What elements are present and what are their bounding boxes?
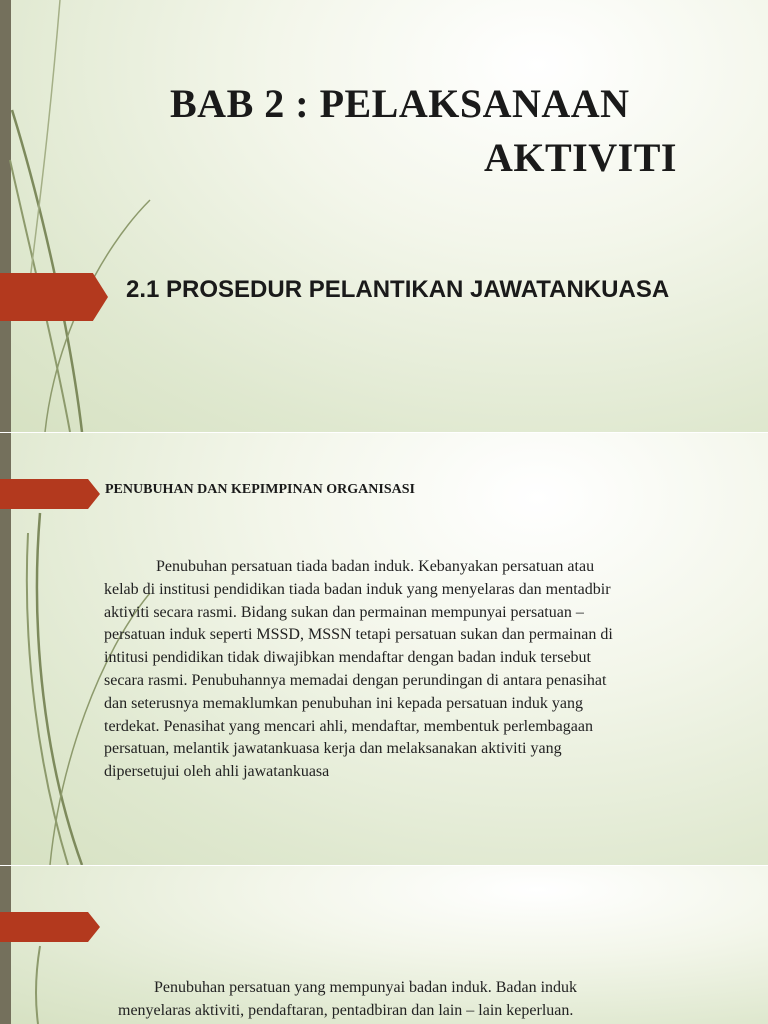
slide-subtitle: 2.1 PROSEDUR PELANTIKAN JAWATANKUASA xyxy=(126,276,670,303)
body-paragraph xyxy=(104,556,744,784)
slide-sidebar-bar xyxy=(0,0,11,432)
paragraph-line: kelab di institusi pendidikan tiada badan induk yang menyelaras dan mentadbir xyxy=(104,580,611,598)
slide-sidebar-bar xyxy=(0,866,11,1024)
paragraph-line: secara rasmi. Penubuhannya memadai dengan perundingan di antara penasihat xyxy=(104,671,607,689)
paragraph-line: intitusi pendidikan tidak diwajibkan mendaftar dengan badan induk tersebut xyxy=(104,649,591,667)
paragraph-line: terdekat. Penasihat yang mencari ahli, mendaftar, membentuk perlembagaan xyxy=(104,717,593,735)
paragraph-line: menyelaras aktiviti, pendaftaran, pentadbiran dan lain – lain keperluan. xyxy=(118,1001,574,1019)
slide-3 xyxy=(0,866,768,1024)
slide-title-line1: BAB 2 : PELAKSANAAN xyxy=(170,81,630,126)
slide-title-line2: AKTIVITI xyxy=(484,135,677,180)
heading-accent-tab xyxy=(0,479,100,509)
slide-2 xyxy=(0,433,768,865)
paragraph-line: persatuan induk seperti MSSD, MSSN tetapi persatuan sukan dan permainan di xyxy=(104,626,613,644)
heading-accent-tab xyxy=(0,912,100,942)
paragraph-line: Penubuhan persatuan yang mempunyai badan induk. Badan induk xyxy=(118,979,578,996)
paragraph-line: aktiviti secara rasmi. Bidang sukan dan permainan mempunyai persatuan – xyxy=(104,603,584,621)
paragraph-line: Penubuhan persatuan tiada badan induk. Kebanyakan persatuan atau xyxy=(104,558,595,575)
title-accent-tab xyxy=(0,273,108,321)
section-heading: PENUBUHAN DAN KEPIMPINAN ORGANISASI xyxy=(105,482,415,497)
paragraph-line: dipersetujui oleh ahli jawatankuasa xyxy=(104,763,330,781)
paragraph-line: dan seterusnya memaklumkan penubuhan ini kepada persatuan induk yang xyxy=(104,694,583,712)
decorative-swoosh-lines xyxy=(0,0,200,432)
slide-1 xyxy=(0,0,768,432)
paragraph-line: persatuan, melantik jawatankuasa kerja dan melaksanakan aktiviti yang xyxy=(104,740,562,758)
body-paragraph xyxy=(118,977,718,1023)
